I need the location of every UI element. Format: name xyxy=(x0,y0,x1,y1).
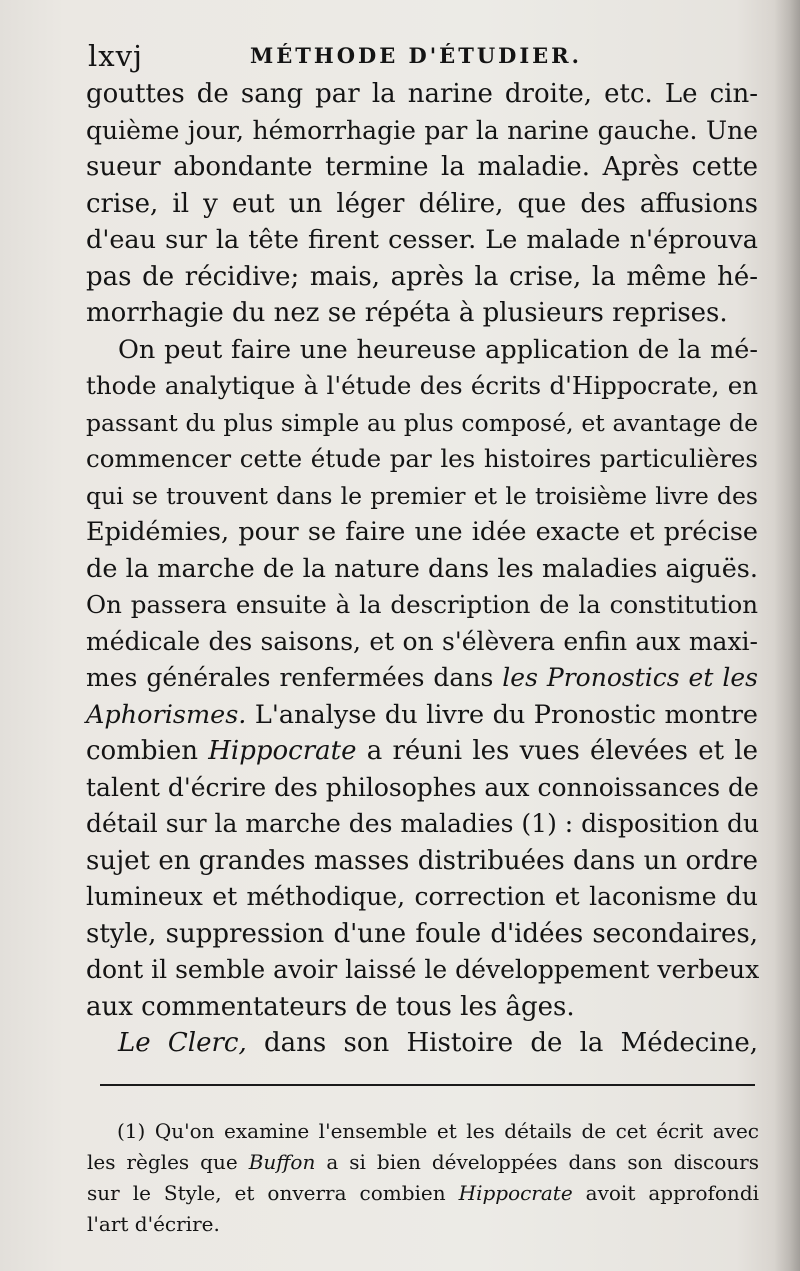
text-line: On peut faire une heureuse application de la mé- xyxy=(118,334,758,365)
footnote-line: (1) Qu'on examine l'ensemble et les détails de cet écrit avec xyxy=(117,1119,759,1143)
text-line: qui se trouvent dans le premier et le troisième livre des xyxy=(86,481,758,510)
paragraph-3 xyxy=(86,1025,758,1062)
text-line: commencer cette étude par les histoires particulières xyxy=(86,444,758,473)
text-line xyxy=(86,733,758,770)
running-title: MÉTHODE D'ÉTUDIER. xyxy=(250,43,582,68)
text-line: passant du plus simple au plus composé, et avantage de xyxy=(86,408,758,437)
text-line: Epidémies, pour se faire une idée exacte et précise xyxy=(86,517,758,547)
text-line: pas de récidive; mais, après la crise, la même hé- xyxy=(86,261,758,292)
text-line: style, suppression d'une foule d'idées secondaires, xyxy=(86,918,758,949)
main-text xyxy=(86,76,758,1062)
text-line: morrhagie du nez se répéta à plusieurs reprises. xyxy=(86,298,728,328)
text-segment: a si bien développées dans son discours xyxy=(326,1150,760,1174)
italic-name: Buffon xyxy=(248,1150,316,1174)
footnote-line: l'art d'écrire. xyxy=(87,1212,220,1236)
text-line: dont il semble avoir laissé le développement verbeux xyxy=(86,955,760,984)
paragraph-1 xyxy=(86,76,758,332)
text-line: quième jour, hémorrhagie par la narine gauche. Une xyxy=(86,115,758,145)
text-segment: combien xyxy=(86,736,198,766)
footnote xyxy=(87,1116,759,1240)
page-header xyxy=(88,34,748,78)
text-line xyxy=(86,1025,758,1062)
text-line xyxy=(86,660,758,697)
text-line: d'eau sur la tête firent cesser. Le malade n'éprouva xyxy=(86,225,758,255)
italic-title: Aphorismes. xyxy=(86,699,247,730)
footnote-line xyxy=(87,1147,759,1178)
text-line: thode analytique à l'étude des écrits d'Hippocrate, en xyxy=(86,371,758,400)
text-line: gouttes de sang par la narine droite, etc. Le cin- xyxy=(86,79,758,109)
page-number: lxvj xyxy=(88,39,144,73)
text-segment: les règles que xyxy=(87,1150,238,1174)
footnote-rule xyxy=(100,1084,755,1086)
text-line: détail sur la marche des maladies (1) : disposition du xyxy=(86,809,760,838)
text-segment: L'analyse du livre du Pronostic montre xyxy=(254,699,759,730)
text-line xyxy=(86,697,758,734)
text-segment: sur le Style, et onverra combien xyxy=(87,1181,446,1205)
text-line: aux commentateurs de tous les âges. xyxy=(86,991,575,1022)
italic-title: les Pronostics et les xyxy=(502,663,759,692)
text-line: de la marche de la nature dans les maladies aiguës. xyxy=(86,553,758,584)
italic-name: Hippocrate xyxy=(458,1181,573,1205)
text-line: On passera ensuite à la description de la constitution xyxy=(86,590,758,619)
text-line: crise, il y eut un léger délire, que des affusions xyxy=(86,188,758,219)
italic-name: Hippocrate xyxy=(208,736,357,766)
text-line: talent d'écrire des philosophes aux connoissances de xyxy=(86,772,759,802)
text-line: sueur abondante termine la maladie. Après cette xyxy=(86,152,758,182)
page-edge-shadow xyxy=(774,0,800,1271)
text-segment: mes générales renfermées dans xyxy=(86,663,494,692)
text-segment: a réuni les vues élevées et le xyxy=(366,736,758,766)
text-segment: avoit approfondi xyxy=(585,1181,760,1205)
text-line: médicale des saisons, et on s'élèvera enfin aux maxi- xyxy=(86,626,758,656)
text-line: sujet en grandes masses distribuées dans un ordre xyxy=(86,845,758,876)
footnote-line xyxy=(87,1178,759,1209)
paragraph-2 xyxy=(86,332,758,1026)
italic-name: Le Clerc, xyxy=(118,1028,247,1058)
text-line: lumineux et méthodique, correction et laconisme du xyxy=(86,882,758,911)
text-segment: dans son Histoire de la Médecine, xyxy=(264,1028,758,1058)
